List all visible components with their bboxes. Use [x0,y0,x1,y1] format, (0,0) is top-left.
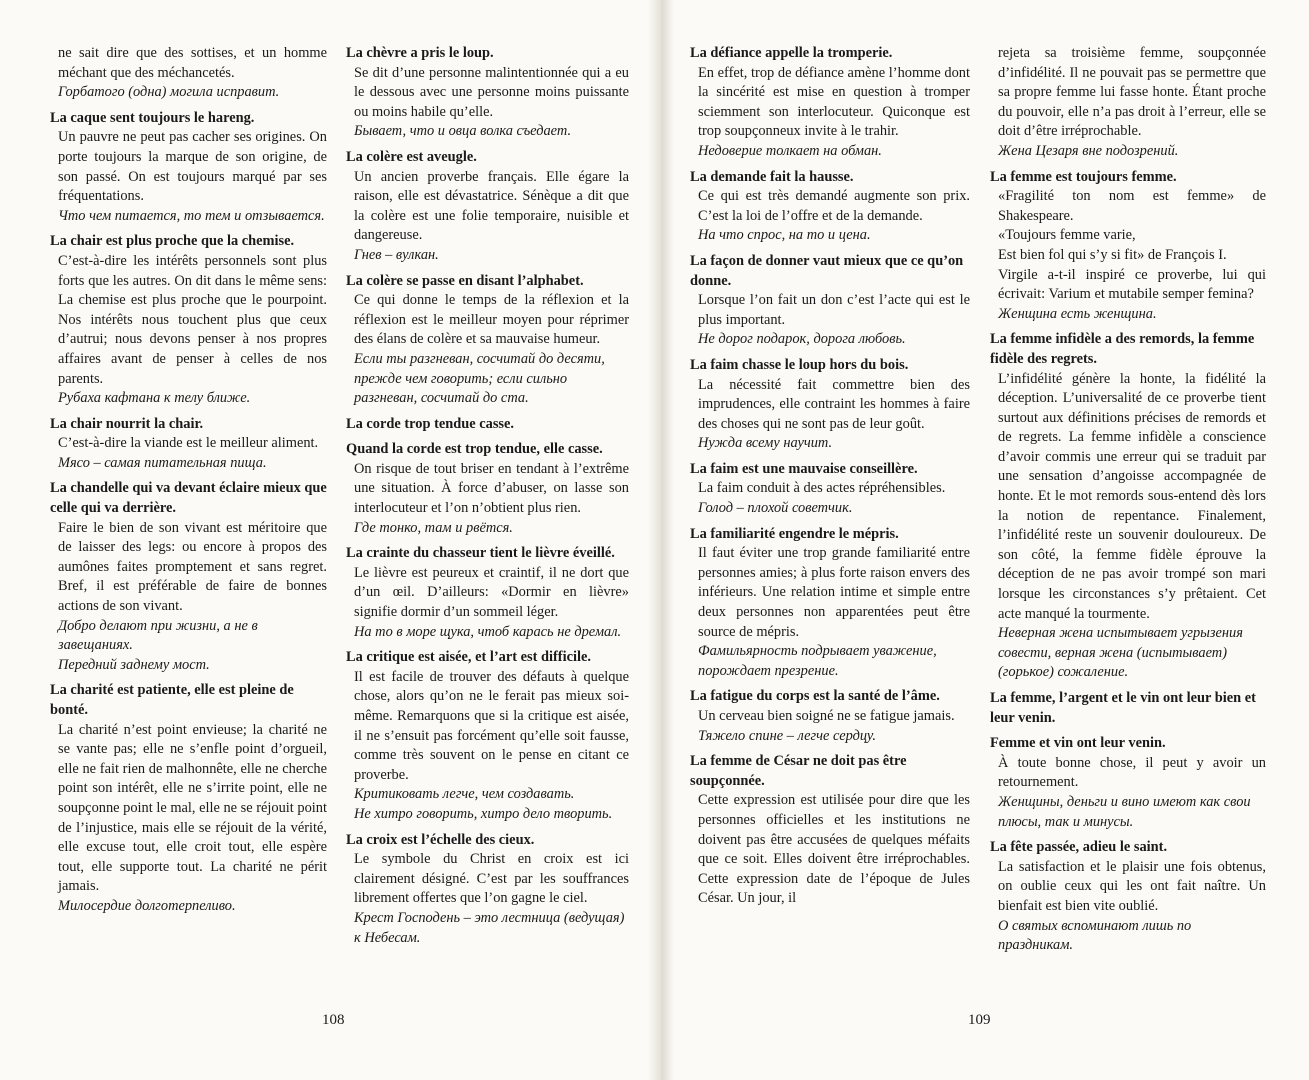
russian-equivalent: О святых вспоминают лишь по праздникам. [998,917,1192,954]
proverb-heading: La façon de donner vaut mieux que ce qu’on donne. [690,252,964,289]
explanation-text: Un ancien proverbe français. Elle égare la raison, elle est dévastatrice. Sénèque a dit que la colère est une folie temporaire, nuisible et dangereuse. [354,168,629,244]
proverb-heading: La croix est l’échelle des cieux. [346,831,535,848]
explanation-text: Ce qui est très demandé augmente son prix. C’est la loi de l’offre et de la demande. [698,188,970,224]
explanation-text: L’infidélité génère la honte, la fidélité la déception. L’universalité de ce proverbe tient surtout aux définitions précises de remords et de regrets. La femme infidèle a conscience d’avoir commis une erreur qui se traduit par une sensation d’angoisse accompagnée de honte. Et le mot remords sous-entend dès lors la notion de repentance. Finalement, l’infidélité reste un souvenir douloureux. De son côté, la femme fidèle éprouve la déception de ne pas avoir trompé son mari lorsque les circonstances s’y prêtaient. Cet acte manqué la tourmente. [998,370,1266,622]
proverb-heading: La colère se passe en disant l’alphabet. [346,272,584,289]
explanation-text: C’est-à-dire les intérêts personnels sont plus forts que les autres. On dit dans le même sens: La chemise est plus proche que le pourpoint. Nos intérêts nous touchent plus que ceux d’autrui; nous devons penser à nos propres affaires avant de penser à celles de nos parents. [58,252,327,387]
proverb-heading: La fête passée, adieu le saint. [990,839,1168,856]
russian-equivalent: На то в море щука, чтоб карась не дремал. [354,623,622,640]
proverb-heading: La faim chasse le loup hors du bois. [690,356,909,373]
explanation-text: Virgile a-t-il inspiré ce proverbe, lui qui écrivait: Varium et mutabile semper femina? [998,266,1266,303]
explanation-text: Ce qui donne le temps de la réflexion et la réflexion est le meilleur moyen pour réprimer des élans de colère et sa mauvaise humeur. [354,292,629,348]
russian-equivalent: Передний заднему мост. [58,656,210,673]
column-2 [346,44,629,948]
russian-equivalent: Голод – плохой советчик. [698,500,853,517]
proverb-heading: La chair est plus proche que la chemise. [50,233,295,250]
explanation-text: Est bien fol qui s’y si fit» de François I. [998,246,1227,263]
explanation-text: Faire le bien de son vivant est méritoire que de laisser des legs: ou encore à propos des aumônes faites promptement et sans regret. Bref, il est préférable de faire de bonnes actions de son vivant. [58,519,327,615]
proverb-heading: La chèvre a pris le loup. [346,45,494,61]
proverb-heading: La femme de César ne doit pas être soupçonnée. [690,753,907,789]
column-1 [50,44,327,917]
russian-equivalent: Критиковать легче, чем создавать. [354,786,575,803]
explanation-text: On risque de tout briser en tendant à l’extrême une situation. À force d’abuser, on lasse son interlocuteur et l’on n’obtient plus rien. [354,460,629,517]
explanation-text: Le symbole du Christ en croix est ici clairement désigné. C’est par les souffrances librement offertes que l’on gagne le ciel. [354,851,629,907]
proverb-heading: Femme et vin ont leur venin. [990,735,1166,752]
proverb-heading: La fatigue du corps est la santé de l’âme. [690,688,940,705]
explanation-text: Cette expression est utilisée pour dire que les personnes officielles et les institutions ne doivent pas être accusées de quelques méfaits que ce soit. Elles doivent être irréprochables. Cette expression date de l’époque de Jules César. Un jour, il [698,792,970,907]
russian-equivalent: Рубаха кафтана к телу ближе. [58,390,251,407]
explanation-text: rejeta sa troisième femme, soupçonnée d’infidélité. Il ne pouvait pas se permettre que sa propre femme lui fasse honte. Étant proche du pouvoir, elle n’a pas droit à l’erreur, elle se doit d’être irréprochable. [998,45,1266,140]
russian-equivalent: Фамильярность подрывает уважение, порождает презрение. [698,643,937,679]
column-3 [690,44,970,909]
russian-equivalent: Нужда всему научит. [698,435,833,452]
proverb-heading: La faim est une mauvaise conseillère. [690,460,918,477]
explanation-text: Il faut éviter une trop grande familiarité entre personnes amies; à plus forte raison envers des inférieurs. Une relation intime et simple entre deux personnes non apparentées peut être source de mépris. [698,545,970,640]
explanation-text: «Fragilité ton nom est femme» de Shakespeare. [998,188,1266,224]
russian-equivalent: Женщина есть женщина. [998,305,1157,322]
russian-equivalent: Не дорог подарок, дорога любовь. [698,331,906,348]
proverb-heading: La crainte du chasseur tient le lièvre éveillé. [346,545,615,562]
russian-equivalent: Тяжело спине – легче сердцу. [698,727,876,744]
russian-equivalent: Что чем питается, то тем и отзывается. [58,207,325,224]
explanation-text: Le lièvre est peureux et craintif, il ne dort que d’un œil. D’ailleurs: «Dormir en lièvre» signifie dormir d’un sommeil léger. [354,564,629,621]
page-number-left: 108 [322,1012,345,1028]
proverb-heading: La défiance appelle la tromperie. [690,45,893,61]
column-4 [990,44,1266,956]
book-gutter [648,0,674,1080]
explanation-text: Il est facile de trouver des défauts à quelque chose, alors qu’on ne le ferait pas mieux soi-même. Remarquons que si la critique est aisée, il ne s’ensuit pas forcément qu’elle soit fausse, comme très souvent on le pense en citant ce proverbe. [354,668,629,783]
explanation-text: «Toujours femme varie, [998,227,1136,244]
russian-equivalent: Если ты разгневан, сосчитай до десяти, прежде чем говорить; если сильно разгневан, сосчитай до ста. [354,350,605,407]
proverb-heading: La corde trop tendue casse. [346,415,515,432]
proverb-heading: La demande fait la hausse. [690,168,854,185]
explanation-text: La charité n’est point envieuse; la charité ne se vante pas; elle ne s’enfle point d’orgueil, elle ne fait rien de malhonnête, elle ne cherche point son intérêt, elle ne s’irrite point, elle ne soupçonne point le mal, elle ne se réjouit point de l’injustice, mais elle se réjouit de la vérité, elle excuse tout, elle croit tout, elle espère tout, elle supporte tout. La charité ne périt jamais. [58,721,327,895]
explanation-text: ne sait dire que des sottises, et un homme méchant que des méchancetés. [58,45,327,81]
proverb-heading: La chandelle qui va devant éclaire mieux que celle qui va derrière. [50,480,327,517]
proverb-heading: La femme est toujours femme. [990,168,1177,185]
proverb-heading: La critique est aisée, et l’art est difficile. [346,649,591,666]
russian-equivalent: Неверная жена испытывает угрызения совести, верная жена (испытывает) (горькое) сожаление. [998,625,1243,681]
explanation-text: À toute bonne chose, il peut y avoir un retournement. [998,754,1266,791]
explanation-text: Un pauvre ne peut pas cacher ses origines. On porte toujours la marque de son origine, de son passé. On est toujours marqué par ses fréquentations. [58,129,327,205]
proverb-heading: La femme infidèle a des remords, la femme fidèle des regrets. [990,331,1255,367]
proverb-heading: La femme, l’argent et le vin ont leur bien et leur venin. [990,690,1256,726]
proverb-heading: La familiarité engendre le mépris. [690,525,899,542]
explanation-text: C’est-à-dire la viande est le meilleur aliment. [58,435,319,452]
page-number-right: 109 [968,1012,991,1028]
russian-equivalent: Не хитро говорить, хитро дело творить. [354,805,613,822]
explanation-text: En effet, trop de défiance amène l’homme dont la sincérité est mise en question à tromper sciemment son interlocuteur. Quiconque est trop soupçonneux invite à le trahir. [698,64,970,140]
proverb-heading: La colère est aveugle. [346,148,477,165]
russian-equivalent: Крест Господень – это лестница (ведущая) к Небесам. [354,909,625,946]
russian-equivalent: Жена Цезаря вне подозрений. [998,142,1179,159]
russian-equivalent: Где тонко, там и рвётся. [354,519,513,536]
explanation-text: La nécessité fait commettre bien des imprudences, elle contraint les hommes à faire des choses qui ne sont pas de leur goût. [698,376,970,432]
proverb-heading: La caque sent toujours le hareng. [50,109,255,126]
explanation-text: La satisfaction et le plaisir une fois obtenus, on oublie ceux qui les ont fait naître. Un bienfait est bien vite oublié. [998,858,1266,914]
russian-equivalent: Женщины, деньги и вино имеют как свои плюсы, так и минусы. [998,793,1251,830]
proverb-heading: Quand la corde est trop tendue, elle casse. [346,441,603,458]
russian-equivalent: Мясо – самая питательная пища. [58,454,267,471]
explanation-text: La faim conduit à des actes répréhensibles. [698,480,946,497]
russian-equivalent: Гнев – вулкан. [354,246,439,263]
russian-equivalent: Недоверие толкает на обман. [698,142,882,159]
russian-equivalent: Бывает, что и овца волка съедает. [354,123,572,140]
russian-equivalent: Милосердие долготерпеливо. [58,897,236,914]
proverb-heading: La chair nourrit la chair. [50,415,204,432]
explanation-text: Se dit d’une personne malintentionnée qui a eu le dessous avec une personne moins puissante ou moins habile qu’elle. [354,64,629,120]
russian-equivalent: Горбатого (одна) могила исправит. [58,84,280,101]
russian-equivalent: Добро делают при жизни, а не в завещаниях. [58,617,258,654]
proverb-heading: La charité est patiente, elle est pleine de bonté. [50,682,294,718]
explanation-text: Un cerveau bien soigné ne se fatigue jamais. [698,708,955,724]
russian-equivalent: На что спрос, на то и цена. [698,227,871,244]
explanation-text: Lorsque l’on fait un don c’est l’acte qui est le plus important. [698,292,970,328]
